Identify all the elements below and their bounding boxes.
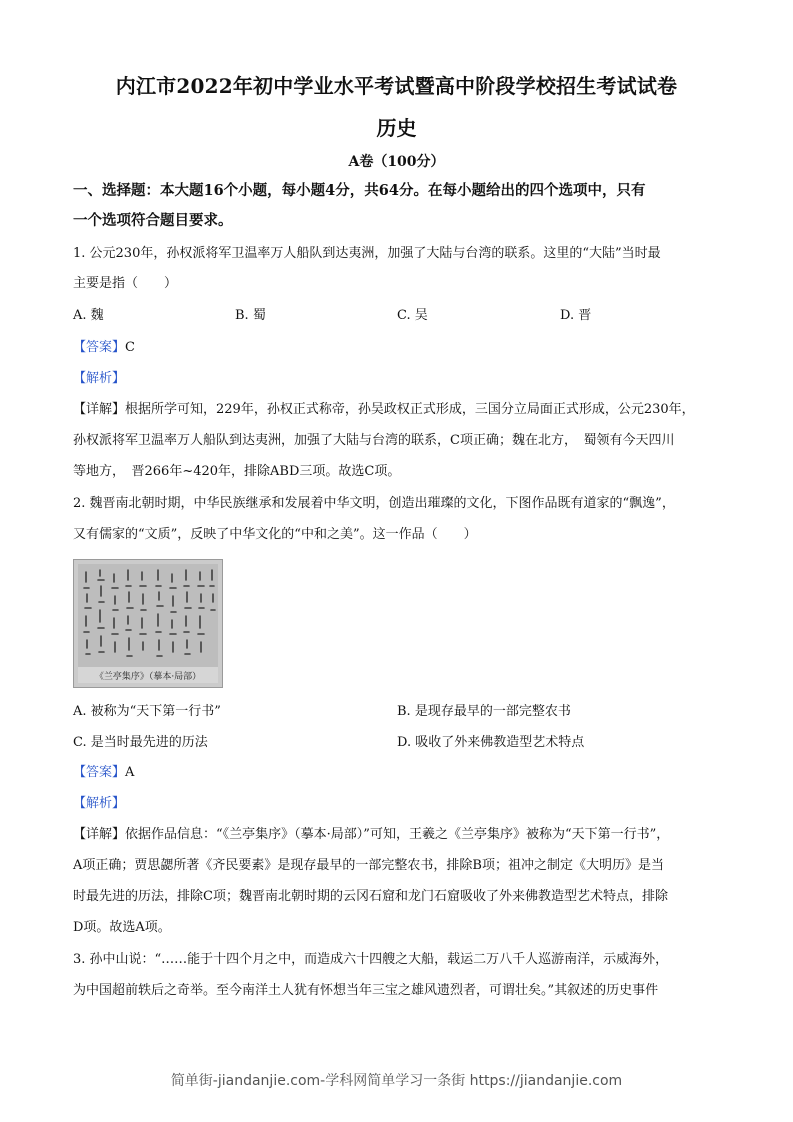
q2-detail-line1 bbox=[73, 825, 723, 845]
q1-answer bbox=[73, 338, 723, 358]
part1-heading-line1: 一、选择题：本大题16个小题，每小题4分，共64分。在每小题给出的四个选项中，只有 bbox=[73, 182, 646, 199]
calligraphy-illustration bbox=[74, 560, 222, 687]
q1-stem-line2: 主要是指（ ） bbox=[73, 276, 178, 291]
q1-option-d: D. 晋 bbox=[560, 308, 592, 323]
q1-option-c: C. 吴 bbox=[397, 308, 428, 323]
page-footer: 简单街-jiandanjie.com-学科网简单学习一条街 https://jiandanjie.com bbox=[170, 1073, 623, 1089]
q3-stem-line2: 为中国超前轶后之奇举。至今南洋土人犹有怀想当年三宝之雄风遗烈者，可谓壮矣。”其叙述的历史事件 bbox=[73, 983, 659, 998]
q2-option-b: B. 是现存最早的一部完整农书 bbox=[397, 704, 571, 719]
q2-option-a: A. 被称为“天下第一行书” bbox=[73, 704, 221, 719]
q2-option-d: D. 吸收了外来佛教造型艺术特点 bbox=[397, 735, 585, 750]
q3-stem-line1: 3. 孙中山说：“……能于十四个月之中，而造成六十四艘之大船，载运二万八千人巡游南洋，示威海外， bbox=[73, 952, 669, 967]
exam-title: 内江市2022年初中学业水平考试暨高中阶段学校招生考试试卷 bbox=[115, 74, 678, 98]
q1-analysis bbox=[73, 369, 723, 389]
q2-stem-line2: 又有儒家的“文质”，反映了中华文化的“中和之美”。这一作品（ ） bbox=[73, 527, 477, 542]
detail-tag: 【详解】 bbox=[73, 827, 126, 842]
q2-option-c: C. 是当时最先进的历法 bbox=[73, 735, 208, 750]
detail-text: 根据所学可知，229年，孙权正式称帝，孙吴政权正式形成，三国分立局面正式形成，公元230年， bbox=[125, 402, 695, 417]
q1-option-b: B. 蜀 bbox=[235, 308, 266, 323]
q1-detail-line1 bbox=[73, 400, 723, 420]
detail-tag: 【详解】 bbox=[73, 402, 126, 417]
q1-stem-line1: 1. 公元230年，孙权派将军卫温率万人船队到达夷洲，加强了大陆与台湾的联系。这里的“大陆”当时最 bbox=[73, 246, 661, 261]
analysis-tag: 【解析】 bbox=[73, 371, 126, 386]
section-title: A卷（100分） bbox=[348, 154, 445, 170]
lanting-xu-image bbox=[73, 559, 223, 688]
q1-detail-line3: 等地方， 晋266年~420年，排除ABD三项。故选C项。 bbox=[73, 464, 401, 479]
answer-value: A bbox=[125, 765, 135, 780]
q2-detail-line4: D项。故选A项。 bbox=[73, 920, 171, 935]
q2-answer bbox=[73, 763, 723, 783]
q1-detail-line2: 孙权派将军卫温率万人船队到达夷洲，加强了大陆与台湾的联系，C项正确；魏在北方， 蜀领有今天四川 bbox=[73, 433, 675, 448]
analysis-tag: 【解析】 bbox=[73, 796, 126, 811]
detail-text: 依据作品信息：“《兰亭集序》（摹本·局部）”可知，王羲之《兰亭集序》被称为“天下第一行书”， bbox=[125, 827, 670, 842]
q2-detail-line3: 时最先进的历法，排除C项；魏晋南北朝时期的云冈石窟和龙门石窟吸收了外来佛教造型艺术特点，排除 bbox=[73, 889, 668, 904]
q2-analysis bbox=[73, 794, 723, 814]
q1-option-a: A. 魏 bbox=[73, 308, 104, 323]
answer-tag: 【答案】 bbox=[73, 765, 126, 780]
part1-heading-line2: 一个选项符合题目要求。 bbox=[73, 212, 233, 229]
q2-stem-line1: 2. 魏晋南北朝时期，中华民族继承和发展着中华文明，创造出璀璨的文化，下图作品既有道家的“飘逸”， bbox=[73, 496, 675, 511]
figure-caption: 《兰亭集序》（摹本·局部） bbox=[94, 672, 202, 682]
answer-tag: 【答案】 bbox=[73, 340, 126, 355]
subject-title: 历史 bbox=[376, 116, 417, 140]
answer-value: C bbox=[125, 340, 135, 355]
q2-detail-line2: A项正确；贾思勰所著《齐民要素》是现存最早的一部完整农书，排除B项；祖冲之制定《大明历》是当 bbox=[73, 858, 664, 873]
